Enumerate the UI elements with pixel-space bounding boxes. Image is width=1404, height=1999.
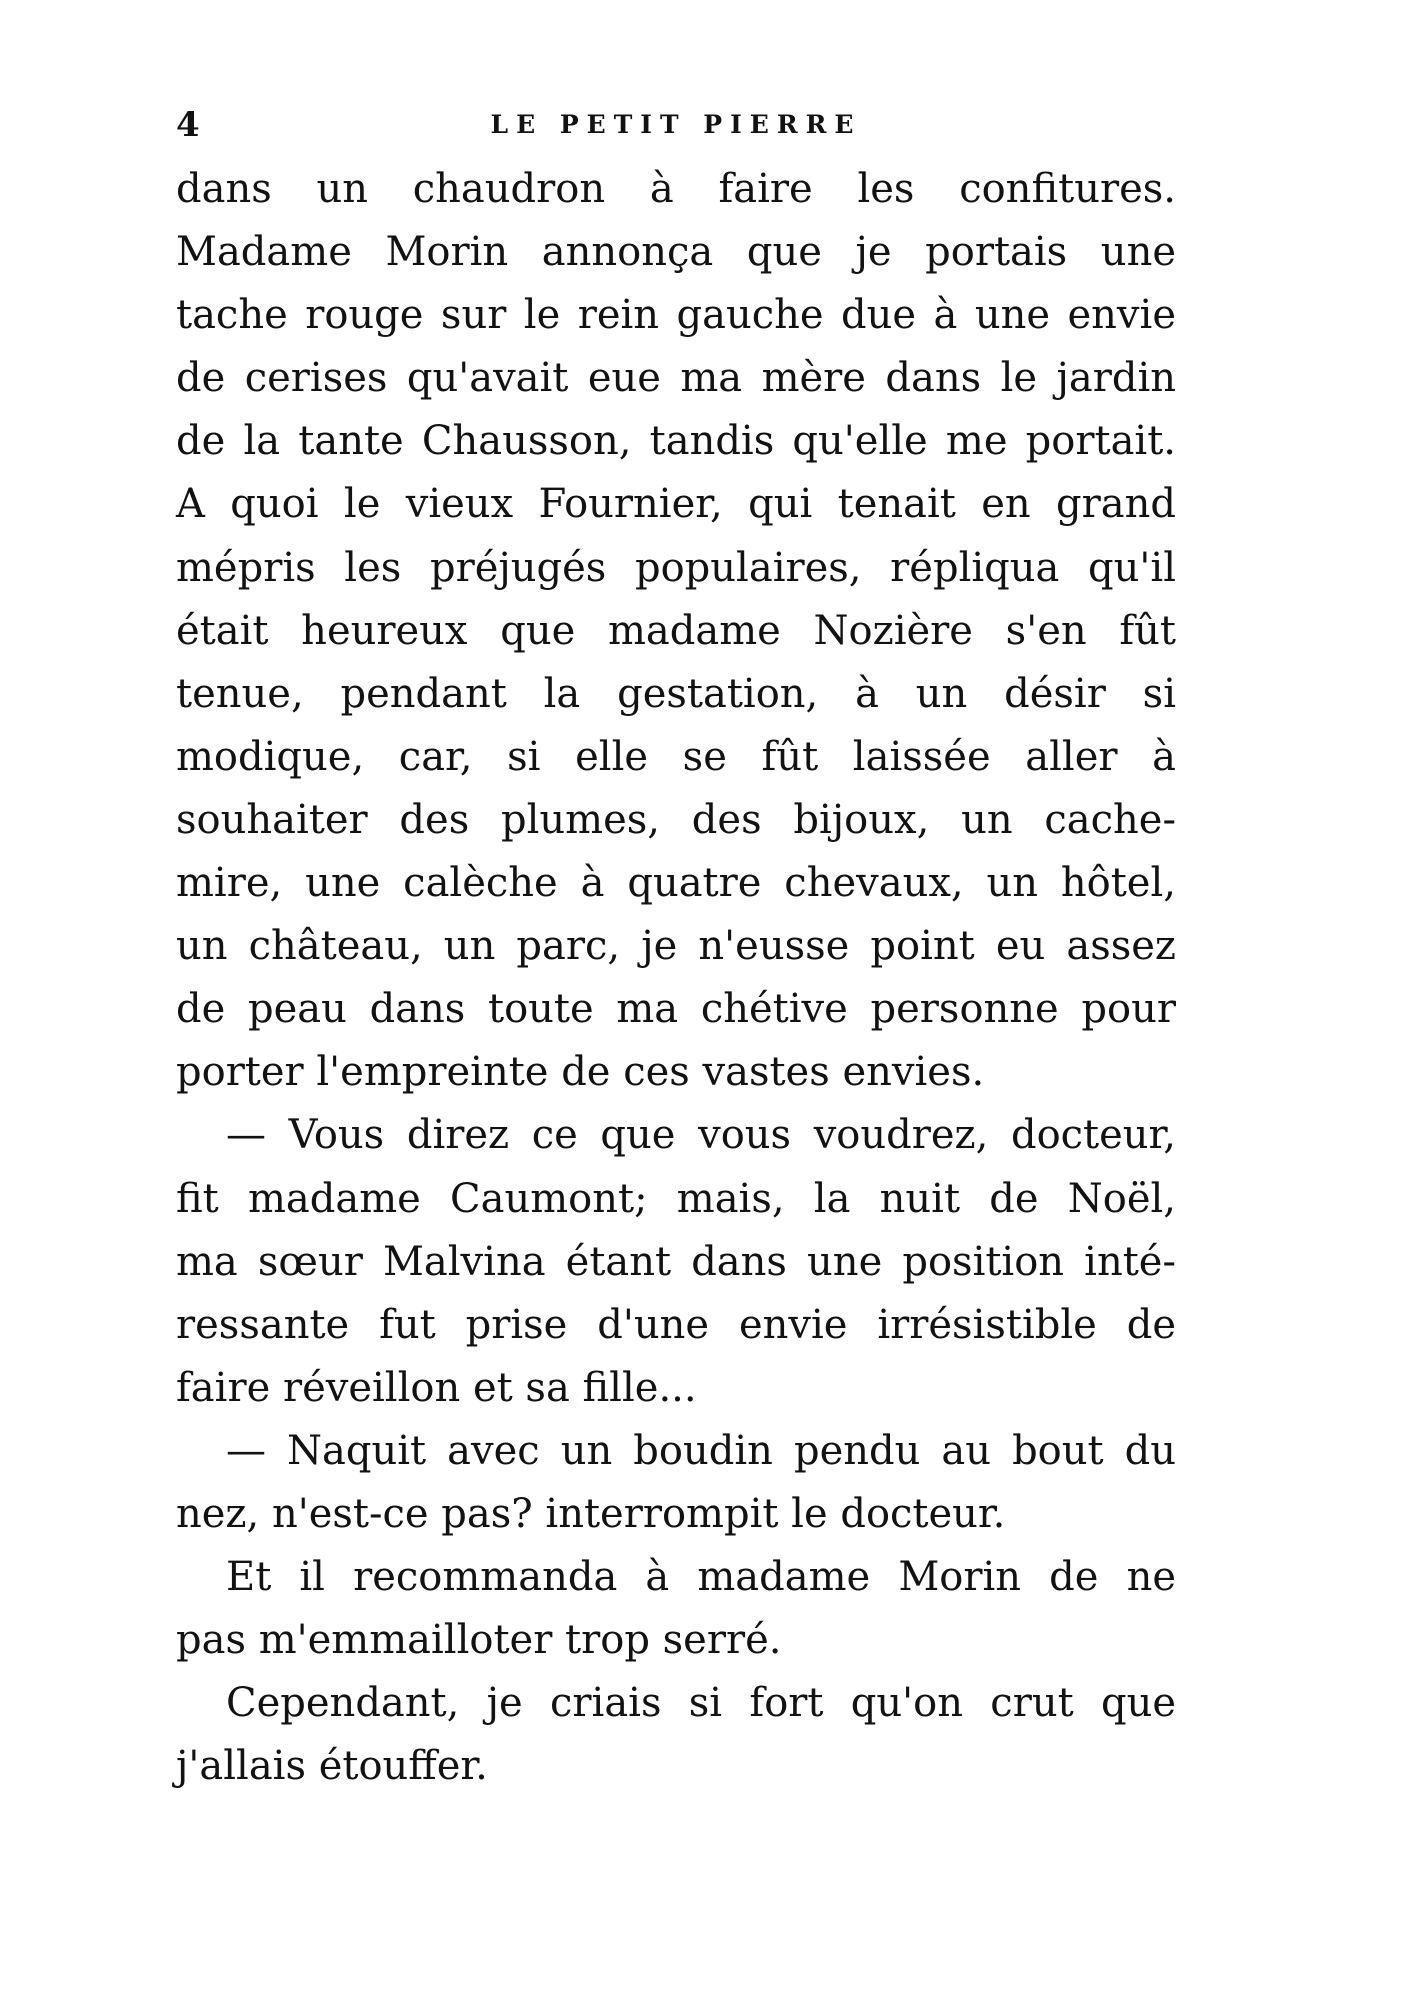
- text-line: faire réveillon et sa fille...: [176, 1364, 697, 1411]
- text-line: j'allais étouffer.: [176, 1743, 488, 1790]
- text-line: de la tante Chausson, tandis qu'elle me portait.: [176, 418, 1176, 465]
- page-number: 4: [176, 105, 200, 145]
- text-line: de peau dans toute ma chétive personne pour: [176, 986, 1176, 1033]
- text-line: mépris les préjugés populaires, répliqua qu'il: [176, 544, 1176, 591]
- text-line: fit madame Caumont; mais, la nuit de Noël,: [176, 1175, 1176, 1222]
- running-title: LE PETIT PIERRE: [490, 110, 862, 139]
- text-line: était heureux que madame Nozière s'en fût: [176, 607, 1176, 654]
- text-line: — Naquit avec un boudin pendu au bout du: [226, 1427, 1176, 1474]
- text-line: A quoi le vieux Fournier, qui tenait en grand: [176, 481, 1176, 528]
- text-line: souhaiter des plumes, des bijoux, un cache-: [176, 796, 1176, 843]
- text-line: Et il recommanda à madame Morin de ne: [226, 1554, 1176, 1601]
- text-line: nez, n'est-ce pas? interrompit le docteur.: [176, 1490, 1006, 1537]
- text-line: mire, une calèche à quatre chevaux, un hôtel,: [176, 860, 1176, 907]
- text-line: tache rouge sur le rein gauche due à une envie: [176, 292, 1176, 339]
- text-line: — Vous direz ce que vous voudrez, docteur,: [226, 1112, 1176, 1159]
- text-line: dans un chaudron à faire les confitures.: [176, 166, 1176, 212]
- text-line: un château, un parc, je n'eusse point eu assez: [176, 923, 1176, 970]
- text-line: ressante fut prise d'une envie irrésistible de: [176, 1301, 1176, 1348]
- text-line: modique, car, si elle se fût laissée aller à: [176, 733, 1176, 780]
- text-line: porter l'empreinte de ces vastes envies.: [176, 1049, 985, 1096]
- text-line: Madame Morin annonça que je portais une: [176, 229, 1176, 276]
- text-line: de cerises qu'avait eue ma mère dans le jardin: [176, 355, 1176, 402]
- text-line: pas m'emmailloter trop serré.: [176, 1617, 782, 1664]
- body-text: [176, 158, 1176, 1798]
- text-line: Cependant, je criais si fort qu'on crut que: [226, 1680, 1176, 1727]
- text-line: tenue, pendant la gestation, à un désir si: [176, 670, 1176, 717]
- text-line: ma sœur Malvina étant dans une position inté-: [176, 1238, 1176, 1285]
- page-header: [176, 100, 1176, 150]
